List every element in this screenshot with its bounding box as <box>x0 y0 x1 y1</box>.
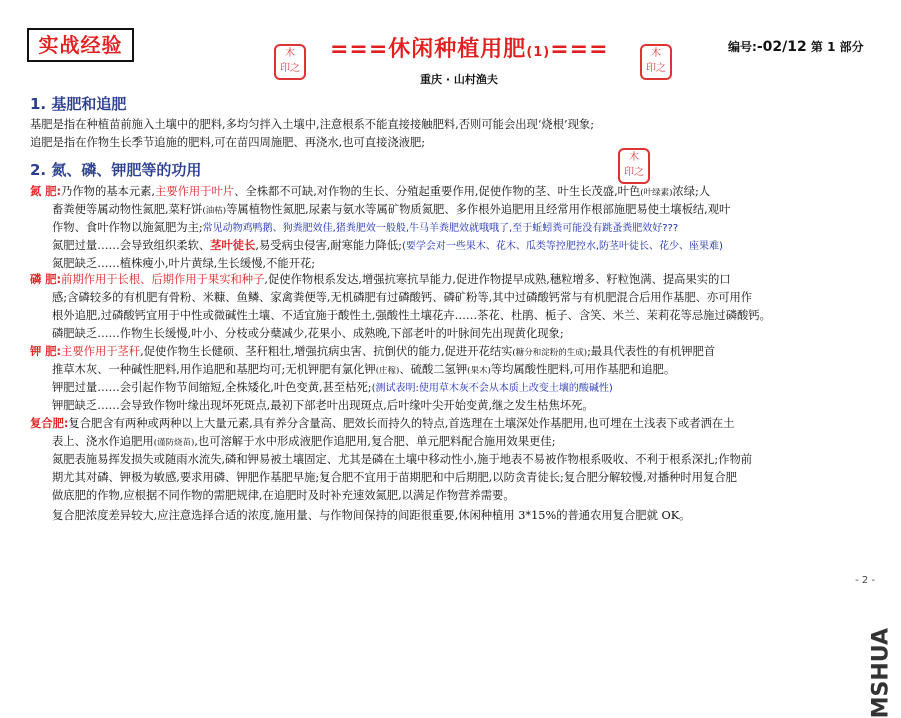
potassium-line-2: 推草木灰、一种碱性肥料,用作追肥和基肥均可;无机钾肥有氯化钾(庄稼)、硫酸二氢钾(果木)等均属酸性肥料,可用作基肥和追肥。 <box>52 363 676 376</box>
phosphorus-deficit-line: 磷肥缺乏……作物生长缓慢,叶小、分枝或分蘖减少,花果小、成熟晚,下部老叶的叶脉间先出现黄化现象; <box>52 327 564 340</box>
compound-line-3: 氮肥表施易挥发损失或随雨水流失,磷和钾易被土壤固定、尤其是磷在土壤中移动性小,施于地表不易被作物根系吸收、不利于根系深扎;作物前 <box>52 453 753 466</box>
watermark: MSHUA <box>868 628 893 718</box>
document-code: 编号:-02/12 第 1 部分 <box>728 39 864 55</box>
section-heading-1: 1. 基肥和追肥 <box>30 95 127 113</box>
nitrogen-line-3: 作物、食叶作物以施氮肥为主;常见动物鸡鸭鹅、狗粪肥效佳,猪粪肥效一般般,牛马羊粪肥效就哦哦了,至于蚯蚓粪可能没有跳蚤粪肥效好??? <box>52 221 679 234</box>
compound-line-1: 复合肥:复合肥含有两种或两种以上大量元素,具有养分含量高、肥效长而持久的特点,首选理在土壤深处作基肥用,也可埋在土浅表下或者洒在土 <box>30 417 735 430</box>
section-heading-2: 2. 氮、磷、钾肥等的功用 <box>30 161 202 179</box>
seal-stamp-right: 木 印之 <box>640 44 672 80</box>
nitrogen-line-1: 氮 肥:乃作物的基本元素,主要作用于叶片、全株都不可缺,对作物的生长、分殖起重要作用,促使作物的茎、叶生长茂盛,叶色(叶绿素)浓绿;人 <box>30 185 711 198</box>
nitrogen-deficit-line: 氮肥缺乏……植株瘦小,叶片黄绿,生长缓慢,不能开花; <box>52 257 316 270</box>
compound-line-5: 做底肥的作物,应根据不同作物的需肥规律,在追肥时及时补充速效氮肥,以满足作物营养需要。 <box>52 489 515 502</box>
paragraph-line: 基肥是指在种植苗前施入土壤中的肥料,多均匀拌入土壤中,注意根系不能直接接触肥料,否则可能会出现‘烧根’现象; <box>30 118 595 131</box>
author-line: 重庆 · 山村渔夫 <box>420 73 498 86</box>
potassium-deficit-line: 钾肥缺乏……会导致作物叶缘出现坏死斑点,最初下部老叶出现斑点,后叶缘叶尖开始变黄,继之发生枯焦坏死。 <box>52 399 594 412</box>
compound-line-4: 期尤其对磷、钾极为敏感,要求用磷、钾肥作基肥早施;复合肥不宜用于苗期肥和中后期肥,以防贪青徒长;复合肥分解较慢,对播种时用复合肥 <box>52 471 737 484</box>
potassium-line-1: 钾 肥:主要作用于茎秆,促使作物生长健硕、茎秆粗壮,增强抗病虫害、抗倒伏的能力,促进开花结实(糖分和淀粉的生成);最具代表性的有机钾肥首 <box>30 345 716 358</box>
nitrogen-line-2: 畜粪便等属动物性氮肥,菜籽饼(油枯)等属植物性氮肥,尿素与氨水等属矿物质氮肥、多作根外追肥用且经常用作根部施肥易使土壤板结,观叶 <box>52 203 731 216</box>
paragraph-line: 追肥是指在作物生长季节追施的肥料,可在苗四周施肥、再浇水,也可直接浇液肥; <box>30 136 426 149</box>
page-number: - 2 - <box>855 575 875 586</box>
phosphorus-line-1: 磷 肥:前期作用于长根、后期作用于果实和种子,促使作物根系发达,增强抗寒抗旱能力,促进作物提早成熟,穗粒增多、籽粒饱满、提高果实的口 <box>30 273 731 286</box>
seal-stamp-left: 木 印之 <box>274 44 306 80</box>
nitrogen-excess-line: 氮肥过量……会导致组织柔软、茎叶徒长,易受病虫侵害,耐寒能力降低;(要学会对一些果木、花木、瓜类等控肥控水,防茎叶徒长、花少、座果难) <box>52 239 723 252</box>
seal-stamp-mid: 木 印之 <box>618 148 650 184</box>
phosphorus-line-3: 根外追肥,过磷酸钙宜用于中性或微碱性土壤、不适宜施于酸性土,强酸性土壤花卉……茶花、杜鹃、栀子、含笑、米兰、茉莉花等忌施过磷酸钙。 <box>52 309 771 322</box>
header-badge: 实战经验 <box>27 28 134 62</box>
compound-line-2: 表上、浇水作追肥用(谨防烧苗),也可溶解于水中形成液肥作追肥用,复合肥、单元肥料配合施用效果更佳; <box>52 435 556 448</box>
page-title: ===休闲种植用肥(1)=== <box>330 37 609 62</box>
potassium-excess-line: 钾肥过量……会引起作物节间缩短,全株矮化,叶色变黄,甚至枯死;(测试表明:使用草木灰不会从本质上改变土壤的酸碱性) <box>52 381 613 394</box>
phosphorus-line-2: 感;含磷较多的有机肥有骨粉、米糠、鱼鳞、家禽粪便等,无机磷肥有过磷酸钙、磷矿粉等,其中过磷酸钙常与有机肥混合后用作基肥、亦可用作 <box>52 291 753 304</box>
compound-line-6: 复合肥浓度差异较大,应注意选择合适的浓度,施用量、与作物间保持的间距很重要,休闲种植用 3*15%的普通农用复合肥就 OK。 <box>52 509 691 522</box>
